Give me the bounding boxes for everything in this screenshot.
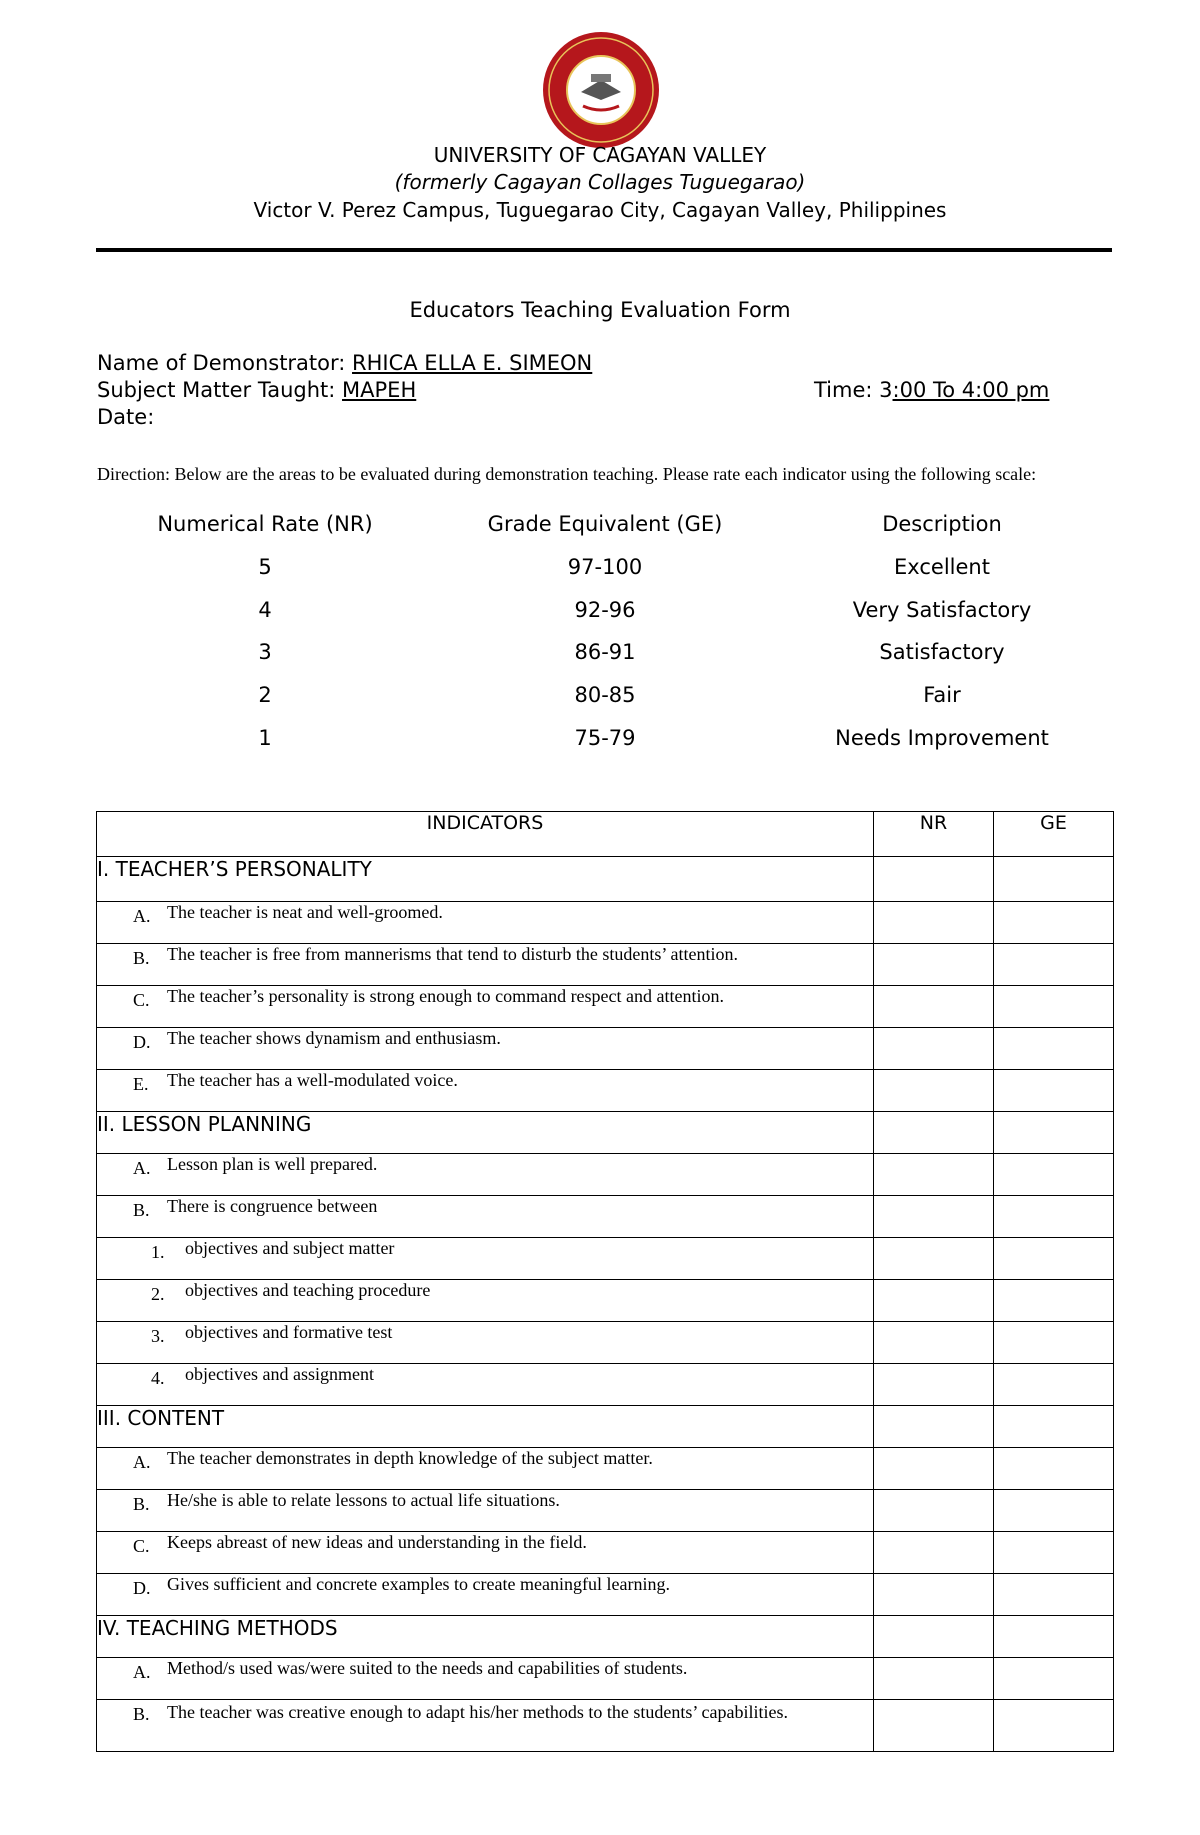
scale-ge: 92-96 <box>574 598 636 622</box>
section-title: II. LESSON PLANNING <box>97 1112 874 1154</box>
item-text: The teacher demonstrates in depth knowledge of the subject matter. <box>167 1448 653 1468</box>
scale-ge: 80-85 <box>574 683 636 707</box>
table-row <box>97 1574 1114 1616</box>
item-number: 4. <box>151 1368 165 1388</box>
item-letter: A. <box>133 1158 151 1178</box>
section-row <box>97 1616 1114 1658</box>
indicator-cell <box>97 1532 874 1574</box>
nr-cell[interactable] <box>874 944 994 986</box>
item-letter: B. <box>133 948 150 968</box>
scale-description: Fair <box>923 683 961 707</box>
header-nr: NR <box>874 812 994 857</box>
section-row <box>97 1406 1114 1448</box>
table-row <box>97 1658 1114 1700</box>
scale-row <box>0 640 1200 670</box>
section-title: IV. TEACHING METHODS <box>97 1616 874 1658</box>
indicator-cell <box>97 944 874 986</box>
nr-cell[interactable] <box>874 1658 994 1700</box>
table-row <box>97 1070 1114 1112</box>
time-line <box>814 378 1049 402</box>
indicator-cell <box>97 1322 874 1364</box>
nr-cell[interactable] <box>874 1028 994 1070</box>
subject-label: Subject Matter Taught: <box>97 378 343 402</box>
section-title: I. TEACHER’S PERSONALITY <box>97 857 874 902</box>
header-ge: GE <box>994 812 1114 857</box>
item-letter: B. <box>133 1704 150 1724</box>
item-text: objectives and formative test <box>185 1322 393 1342</box>
item-text: Lesson plan is well prepared. <box>167 1154 378 1174</box>
scale-nr: 2 <box>258 683 272 707</box>
scale-description: Very Satisfactory <box>852 598 1032 622</box>
nr-cell[interactable] <box>874 1574 994 1616</box>
scale-row <box>0 683 1200 713</box>
indicator-cell <box>97 1700 874 1752</box>
nr-cell[interactable] <box>874 857 994 902</box>
item-text: He/she is able to relate lessons to actual life situations. <box>167 1490 560 1510</box>
demonstrator-value: RHICA ELLA E. SIMEON <box>352 351 593 375</box>
time-value: :00 To 4:00 pm <box>892 378 1050 402</box>
evaluation-table <box>96 811 1114 1752</box>
item-number: 1. <box>151 1242 165 1262</box>
scale-description: Satisfactory <box>879 640 1005 664</box>
scale-nr: 4 <box>258 598 272 622</box>
item-text: Method/s used was/were suited to the needs and capabilities of students. <box>167 1658 688 1678</box>
scale-header-nr: Numerical Rate (NR) <box>157 512 373 536</box>
formerly-name: (formerly Cagayan Collages Tuguegarao) <box>394 170 806 194</box>
indicator-cell <box>97 1574 874 1616</box>
table-row <box>97 902 1114 944</box>
item-text: Keeps abreast of new ideas and understanding in the field. <box>167 1532 587 1552</box>
indicator-cell <box>97 1070 874 1112</box>
item-text: The teacher was creative enough to adapt his/her methods to the students’ capabilities. <box>167 1702 788 1722</box>
nr-cell[interactable] <box>874 902 994 944</box>
ge-cell[interactable] <box>994 1070 1114 1112</box>
scale-description: Needs Improvement <box>835 726 1049 750</box>
scale-ge: 97-100 <box>567 555 643 579</box>
item-text: The teacher is free from mannerisms that tend to disturb the students’ attention. <box>167 944 738 964</box>
nr-cell[interactable] <box>874 1700 994 1752</box>
nr-cell[interactable] <box>874 1364 994 1406</box>
section-row <box>97 1112 1114 1154</box>
nr-cell[interactable] <box>874 1280 994 1322</box>
demonstrator-line <box>97 351 592 375</box>
nr-cell[interactable] <box>874 1154 994 1196</box>
university-seal-logo <box>541 30 661 150</box>
scale-ge: 86-91 <box>574 640 636 664</box>
nr-cell[interactable] <box>874 1070 994 1112</box>
item-letter: A. <box>133 1452 151 1472</box>
item-number: 2. <box>151 1284 165 1304</box>
item-text: Gives sufficient and concrete examples to create meaningful learning. <box>167 1574 670 1594</box>
item-text: The teacher shows dynamism and enthusiasm. <box>167 1028 501 1048</box>
item-letter: D. <box>133 1032 151 1052</box>
ge-cell[interactable] <box>994 1280 1114 1322</box>
item-number: 3. <box>151 1326 165 1346</box>
ge-cell[interactable] <box>994 1406 1114 1448</box>
indicator-cell <box>97 902 874 944</box>
item-text: There is congruence between <box>167 1196 378 1216</box>
item-letter: D. <box>133 1578 151 1598</box>
section-title: III. CONTENT <box>97 1406 874 1448</box>
university-name: UNIVERSITY OF CAGAYAN VALLEY <box>433 143 767 167</box>
item-letter: C. <box>133 1536 150 1556</box>
indicator-cell <box>97 986 874 1028</box>
item-text: The teacher has a well-modulated voice. <box>167 1070 458 1090</box>
scale-description: Excellent <box>894 555 990 579</box>
scale-header-description: Description <box>882 512 1002 536</box>
item-text: objectives and assignment <box>185 1364 374 1384</box>
header-divider <box>96 248 1112 252</box>
table-row <box>97 1280 1114 1322</box>
indicator-cell <box>97 1238 874 1280</box>
indicator-cell <box>97 1490 874 1532</box>
scale-row <box>0 598 1200 628</box>
indicator-cell <box>97 1154 874 1196</box>
ge-cell[interactable] <box>994 1574 1114 1616</box>
indicator-cell <box>97 1658 874 1700</box>
table-row <box>97 944 1114 986</box>
table-row <box>97 1028 1114 1070</box>
nr-cell[interactable] <box>874 1322 994 1364</box>
item-text: objectives and teaching procedure <box>185 1280 431 1300</box>
table-row <box>97 1364 1114 1406</box>
indicator-cell <box>97 1196 874 1238</box>
demonstrator-label: Name of Demonstrator: <box>97 351 353 375</box>
item-letter: A. <box>133 1662 151 1682</box>
ge-cell[interactable] <box>994 1532 1114 1574</box>
scale-row <box>0 726 1200 756</box>
item-text: The teacher’s personality is strong enough to command respect and attention. <box>167 986 725 1006</box>
table-row <box>97 1322 1114 1364</box>
ge-cell[interactable] <box>994 1196 1114 1238</box>
ge-cell[interactable] <box>994 1364 1114 1406</box>
table-row <box>97 986 1114 1028</box>
table-row <box>97 1448 1114 1490</box>
ge-cell[interactable] <box>994 1658 1114 1700</box>
date-line <box>97 405 154 429</box>
ge-cell[interactable] <box>994 1448 1114 1490</box>
ge-cell[interactable] <box>994 1112 1114 1154</box>
scale-row <box>0 555 1200 585</box>
table-row <box>97 1154 1114 1196</box>
ge-cell[interactable] <box>994 1700 1114 1752</box>
ge-cell[interactable] <box>994 944 1114 986</box>
ge-cell[interactable] <box>994 1154 1114 1196</box>
scale-ge: 75-79 <box>574 726 636 750</box>
time-label: Time: 3 <box>814 378 893 402</box>
ge-cell[interactable] <box>994 857 1114 902</box>
ge-cell[interactable] <box>994 1616 1114 1658</box>
subject-line <box>97 378 416 402</box>
ge-cell[interactable] <box>994 1490 1114 1532</box>
ge-cell[interactable] <box>994 902 1114 944</box>
indicator-cell <box>97 1280 874 1322</box>
subject-value: MAPEH <box>342 378 417 402</box>
scale-nr: 5 <box>258 555 272 579</box>
item-letter: A. <box>133 906 151 926</box>
date-label: Date: <box>97 405 155 429</box>
table-row <box>97 1196 1114 1238</box>
form-title: Educators Teaching Evaluation Form <box>409 298 791 322</box>
nr-cell[interactable] <box>874 1532 994 1574</box>
scale-header-ge: Grade Equivalent (GE) <box>487 512 723 536</box>
indicator-cell <box>97 1364 874 1406</box>
ge-cell[interactable] <box>994 1322 1114 1364</box>
ge-cell[interactable] <box>994 1238 1114 1280</box>
table-row <box>97 1532 1114 1574</box>
table-row <box>97 1700 1114 1752</box>
nr-cell[interactable] <box>874 1406 994 1448</box>
table-row <box>97 1490 1114 1532</box>
table-header-row <box>97 812 1114 857</box>
nr-cell[interactable] <box>874 1238 994 1280</box>
indicator-cell <box>97 1028 874 1070</box>
nr-cell[interactable] <box>874 1490 994 1532</box>
item-text: objectives and subject matter <box>185 1238 395 1258</box>
direction-text: Direction: Below are the areas to be evaluated during demonstration teaching. Please rate each indicator using the following scale: <box>97 464 1037 484</box>
nr-cell[interactable] <box>874 1196 994 1238</box>
campus-address: Victor V. Perez Campus, Tuguegarao City, Cagayan Valley, Philippines <box>253 198 947 222</box>
item-letter: B. <box>133 1494 150 1514</box>
item-letter: E. <box>133 1074 149 1094</box>
item-letter: B. <box>133 1200 150 1220</box>
table-row <box>97 1238 1114 1280</box>
item-text: The teacher is neat and well-groomed. <box>167 902 443 922</box>
section-row <box>97 857 1114 902</box>
scale-nr: 1 <box>258 726 272 750</box>
header-indicators: INDICATORS <box>97 812 874 857</box>
nr-cell[interactable] <box>874 986 994 1028</box>
nr-cell[interactable] <box>874 1448 994 1490</box>
ge-cell[interactable] <box>994 986 1114 1028</box>
ge-cell[interactable] <box>994 1028 1114 1070</box>
indicator-cell <box>97 1448 874 1490</box>
scale-nr: 3 <box>258 640 272 664</box>
item-letter: C. <box>133 990 150 1010</box>
nr-cell[interactable] <box>874 1112 994 1154</box>
scale-header-row <box>0 512 1200 542</box>
nr-cell[interactable] <box>874 1616 994 1658</box>
